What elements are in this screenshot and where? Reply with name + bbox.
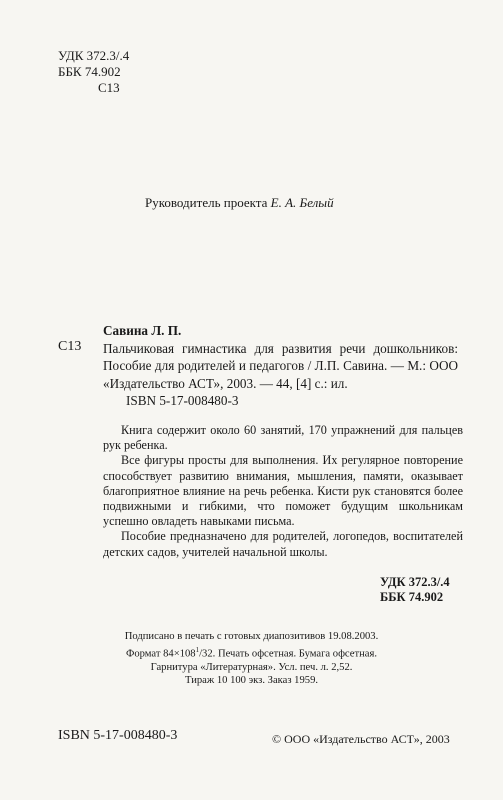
- classification-codes-top: [58, 48, 129, 96]
- author-mark-biblio: С13: [58, 339, 82, 354]
- annotation: [103, 423, 463, 560]
- print-imprint: [60, 630, 443, 688]
- imprint-line: Подписано в печать с готовых диапозитивов 19.08.2003.: [124, 631, 379, 642]
- imprint-format-rest: /32. Печать офсетная. Бумага офсетная.: [199, 648, 377, 660]
- imprint-format-sup: 1: [195, 645, 200, 654]
- editor-label: Руководитель проекта: [145, 195, 268, 210]
- udk-code: УДК 372.3/.4: [58, 48, 130, 63]
- editor-name: Е. А. Белый: [270, 195, 334, 210]
- annotation-paragraph: Книга содержит около 60 занятий, 170 упражнений для пальцев рук ребенка.: [103, 423, 463, 453]
- book-description: Пальчиковая гимнастика для развития речи дошкольников: Пособие для родителей и педагогов / Л.П. Савина. — М.: ООО «Издательство АСТ», 2003. — 44, [4] с.: ил.: [103, 340, 458, 391]
- isbn-record: ISBN 5-17-008480-3: [126, 393, 239, 408]
- classification-codes-bottom: [380, 575, 450, 605]
- imprint-format: Формат 84×108: [126, 648, 196, 660]
- udk-code: УДК 372.3/.4: [380, 575, 450, 589]
- project-editor: [145, 195, 334, 211]
- copyright-notice: © ООО «Издательство АСТ», 2003: [272, 732, 450, 746]
- bbk-code: ББК 74.902: [380, 590, 444, 604]
- isbn-footer: ISBN 5-17-008480-3: [58, 728, 178, 743]
- imprint-line: Гарнитура «Литературная». Усл. печ. л. 2,52.: [150, 661, 353, 673]
- imprint-line: [60, 644, 443, 661]
- bbk-code: ББК 74.902: [58, 64, 121, 79]
- author-name: Савина Л. П.: [103, 323, 182, 338]
- imprint-line: Тираж 10 100 экз. Заказ 1959.: [184, 675, 319, 687]
- annotation-paragraph: Пособие предназначено для родителей, логопедов, воспитателей детских садов, учителей начальной школы.: [103, 529, 463, 559]
- bibliographic-record: [103, 322, 458, 410]
- annotation-paragraph: Все фигуры просты для выполнения. Их регулярное повторение способствует развитию внимания, мышления, памяти, оказывает благоприятное влияние на речь ребенка. Кисти рук становятся более подвижными и гибкими, что поможет будущим школьникам успешно овладеть навыками письма.: [103, 453, 463, 529]
- author-mark: С13: [98, 80, 120, 95]
